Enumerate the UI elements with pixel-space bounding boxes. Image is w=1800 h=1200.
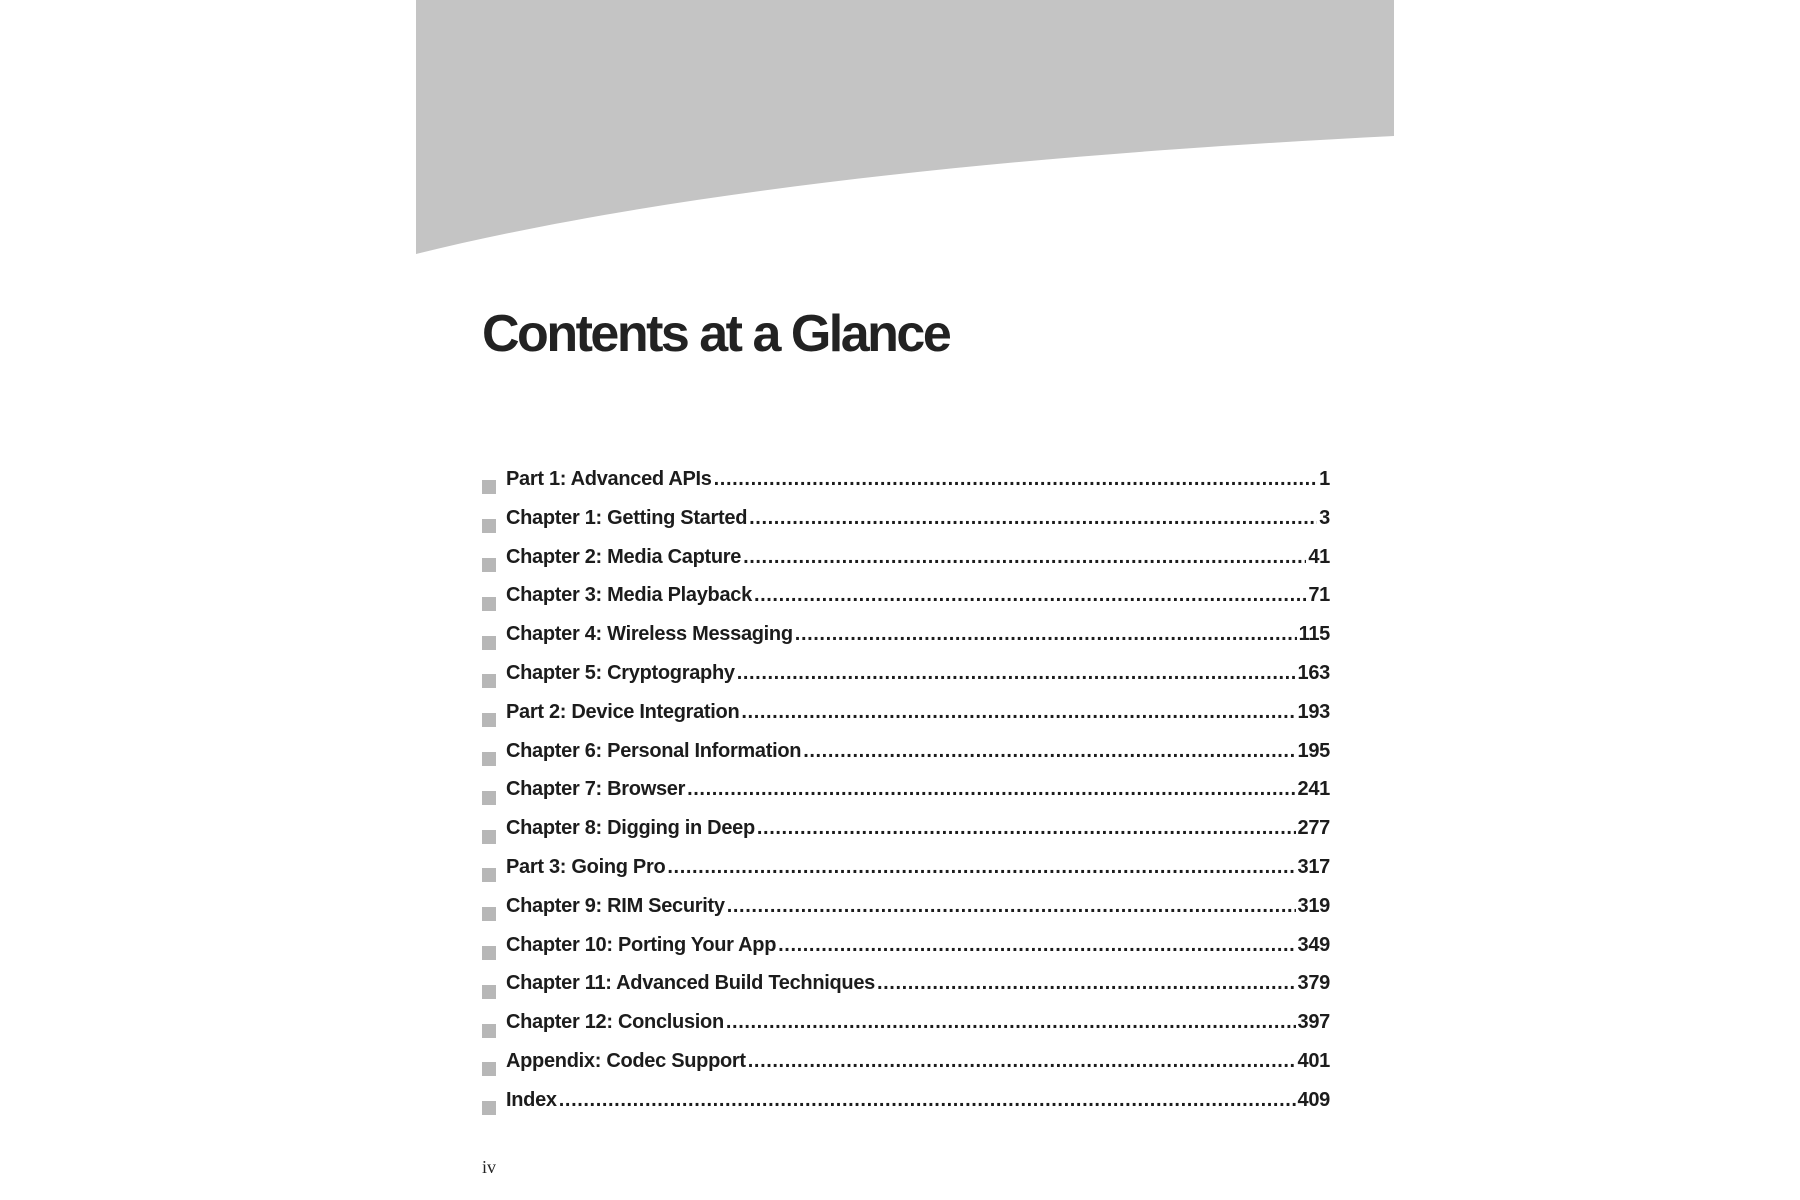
dot-leader — [667, 856, 1295, 879]
square-bullet-icon — [482, 830, 496, 844]
dot-leader — [559, 1089, 1296, 1112]
square-bullet-icon — [482, 519, 496, 533]
square-bullet-icon — [482, 868, 496, 882]
toc-entry-label: Index — [506, 1088, 557, 1111]
toc-entry-label: Chapter 8: Digging in Deep — [506, 817, 755, 840]
dot-leader — [687, 778, 1295, 801]
toc-entry-page-number: 193 — [1297, 700, 1330, 723]
square-bullet-icon — [482, 1024, 496, 1038]
page-number: iv — [482, 1157, 497, 1177]
toc-entry-page-number: 401 — [1297, 1049, 1330, 1072]
toc-entry[interactable] — [482, 934, 1330, 973]
toc-entry-page-number: 41 — [1308, 545, 1330, 568]
toc-entry-page-number: 349 — [1297, 933, 1330, 956]
toc-entry[interactable] — [482, 507, 1330, 546]
toc-entry-label: Chapter 10: Porting Your App — [506, 933, 777, 956]
dot-leader — [778, 934, 1295, 957]
header-band — [416, 0, 1394, 256]
dot-leader — [741, 701, 1295, 724]
dot-leader — [757, 817, 1296, 840]
dot-leader — [727, 895, 1296, 918]
square-bullet-icon — [482, 985, 496, 999]
toc-entry[interactable] — [482, 1050, 1330, 1089]
dot-leader — [748, 1050, 1296, 1073]
dot-leader — [737, 662, 1296, 685]
toc-entry[interactable] — [482, 584, 1330, 623]
toc-entry-page-number: 71 — [1308, 584, 1330, 607]
toc-entry-label: Chapter 5: Cryptography — [506, 661, 735, 684]
dot-leader — [749, 507, 1317, 530]
table-of-contents — [482, 468, 1330, 1128]
dot-leader — [726, 1011, 1296, 1034]
square-bullet-icon — [482, 636, 496, 650]
toc-entry-label: Chapter 4: Wireless Messaging — [506, 623, 793, 646]
toc-entry[interactable] — [482, 778, 1330, 817]
toc-entry-label: Part 3: Going Pro — [506, 855, 666, 878]
toc-entry[interactable] — [482, 972, 1330, 1011]
page-title: Contents at a Glance — [482, 305, 950, 363]
square-bullet-icon — [482, 907, 496, 921]
square-bullet-icon — [482, 946, 496, 960]
toc-entry-label: Chapter 2: Media Capture — [506, 545, 742, 568]
dot-leader — [754, 584, 1306, 607]
toc-entry-label: Appendix: Codec Support — [506, 1049, 746, 1072]
square-bullet-icon — [482, 1101, 496, 1115]
toc-entry[interactable] — [482, 856, 1330, 895]
toc-entry-page-number: 409 — [1297, 1088, 1330, 1111]
dot-leader — [743, 546, 1306, 569]
toc-entry[interactable] — [482, 701, 1330, 740]
square-bullet-icon — [482, 674, 496, 688]
toc-entry-label: Chapter 12: Conclusion — [506, 1011, 724, 1034]
toc-entry-label: Chapter 9: RIM Security — [506, 894, 725, 917]
toc-entry[interactable] — [482, 468, 1330, 507]
toc-entry[interactable] — [482, 546, 1330, 585]
toc-entry-page-number: 397 — [1297, 1011, 1330, 1034]
square-bullet-icon — [482, 1062, 496, 1076]
dot-leader — [714, 468, 1318, 491]
toc-entry[interactable] — [482, 895, 1330, 934]
toc-entry-page-number: 379 — [1297, 972, 1330, 995]
toc-entry-page-number: 1 — [1319, 468, 1330, 490]
toc-entry-label: Chapter 7: Browser — [506, 778, 686, 801]
header-band-shape — [416, 0, 1394, 254]
toc-entry-page-number: 319 — [1297, 894, 1330, 917]
toc-entry-label: Chapter 1: Getting Started — [506, 506, 748, 529]
square-bullet-icon — [482, 791, 496, 805]
toc-entry-label: Chapter 11: Advanced Build Techniques — [506, 972, 875, 995]
toc-entry-page-number: 241 — [1297, 778, 1330, 801]
toc-entry-label: Part 2: Device Integration — [506, 700, 740, 723]
toc-entry[interactable] — [482, 740, 1330, 779]
square-bullet-icon — [482, 752, 496, 766]
toc-entry-page-number: 317 — [1297, 855, 1330, 878]
toc-entry-page-number: 195 — [1297, 739, 1330, 762]
toc-entry[interactable] — [482, 1011, 1330, 1050]
toc-entry-page-number: 115 — [1298, 623, 1330, 646]
toc-entry-page-number: 3 — [1319, 506, 1330, 529]
square-bullet-icon — [482, 558, 496, 572]
dot-leader — [877, 972, 1296, 995]
toc-entry-page-number: 163 — [1297, 661, 1330, 684]
toc-entry-page-number: 277 — [1297, 817, 1330, 840]
toc-entry[interactable] — [482, 1089, 1330, 1128]
toc-entry-label: Chapter 3: Media Playback — [506, 584, 752, 607]
dot-leader — [795, 623, 1297, 646]
dot-leader — [803, 740, 1295, 763]
toc-entry-label: Part 1: Advanced APIs — [506, 468, 712, 490]
square-bullet-icon — [482, 597, 496, 611]
square-bullet-icon — [482, 480, 496, 494]
toc-entry[interactable] — [482, 817, 1330, 856]
toc-entry[interactable] — [482, 623, 1330, 662]
square-bullet-icon — [482, 713, 496, 727]
toc-entry[interactable] — [482, 662, 1330, 701]
toc-entry-label: Chapter 6: Personal Information — [506, 739, 802, 762]
